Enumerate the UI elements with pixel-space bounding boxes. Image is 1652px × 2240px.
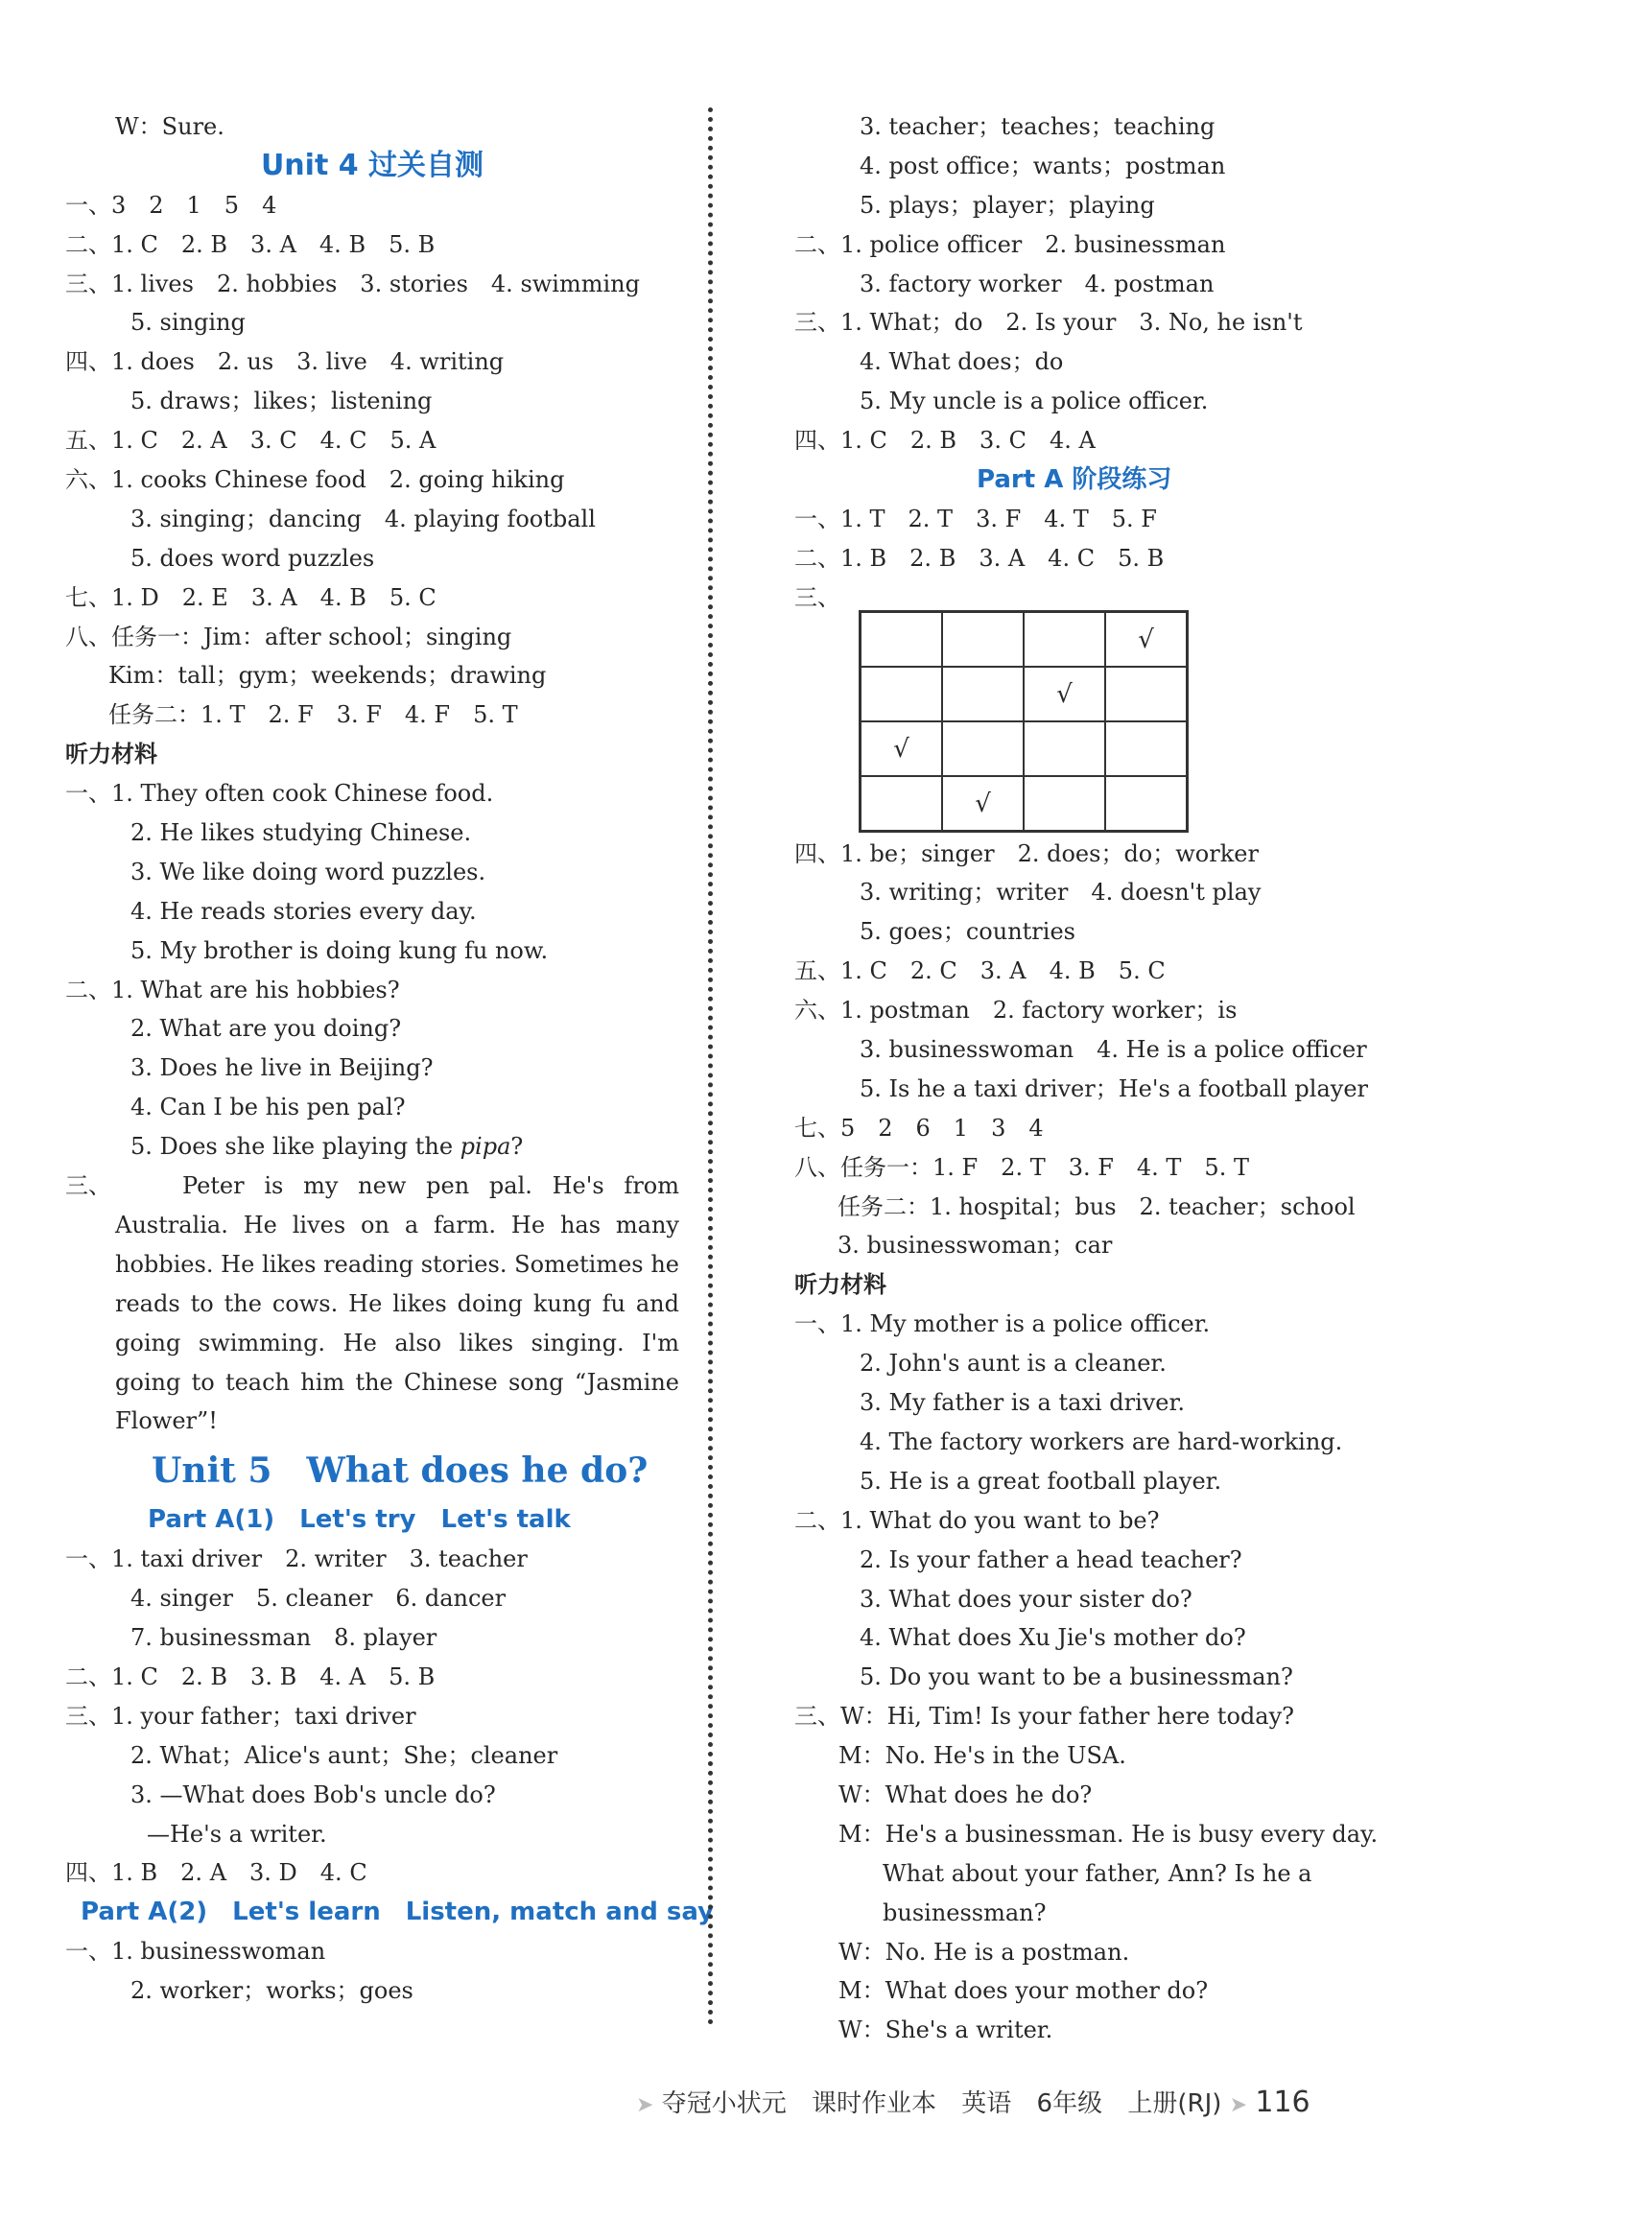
dialog-line: W：No. He is a postman.	[838, 1938, 1130, 1966]
listening-line: 2. John's aunt is a cleaner.	[860, 1350, 1167, 1378]
grid-cell	[1024, 721, 1105, 776]
grid-cell	[1105, 721, 1188, 776]
listening-line: 5. Do you want to be a businessman?	[860, 1663, 1293, 1691]
grid-row	[861, 776, 1188, 832]
dialog-line: 三、W：Hi, Tim! Is your father here today?	[794, 1703, 1294, 1731]
listening-line: 2. Is your father a head teacher?	[860, 1545, 1242, 1573]
dialog-line: M：No. He's in the USA.	[838, 1742, 1126, 1770]
answer-line: 五、1. C 2. C 3. A 4. B 5. C	[794, 957, 1166, 985]
listening-line: 3. My father is a taxi driver.	[860, 1389, 1185, 1417]
answer-line: 五、1. C 2. A 3. C 4. C 5. A	[65, 427, 437, 455]
answer-line: 3. —What does Bob's uncle do?	[130, 1780, 496, 1808]
answer-line: 七、5 2 6 1 3 4	[794, 1114, 1044, 1142]
answer-line: 3. teacher；teaches；teaching	[860, 113, 1215, 140]
check-table	[859, 610, 1189, 833]
listening-line: 4. He reads stories every day.	[130, 897, 477, 925]
grid-cell	[1024, 776, 1105, 832]
answer-line: 四、1. B 2. A 3. D 4. C	[65, 1859, 367, 1887]
passage-first-line: Peter is my new pen pal. He's from	[182, 1172, 679, 1200]
footer-brand: 夺冠小状元	[661, 2089, 787, 2118]
footer-grade: 6年级	[1036, 2089, 1103, 2118]
dialog-line: W：Sure.	[115, 113, 224, 140]
passage-block	[65, 1167, 679, 1441]
part-a2-heading: Part A(2) Let's learn Listen, match and say	[81, 1898, 715, 1927]
listening-material-label: 听力材料	[65, 741, 157, 768]
listening-line: 2. He likes studying Chinese.	[130, 819, 472, 847]
answer-line: 任务二：1. T 2. F 3. F 4. F 5. T	[108, 701, 518, 729]
dialog-line: W：She's a writer.	[838, 2016, 1053, 2044]
check-grid	[859, 610, 1189, 833]
answer-line: 5. Is he a taxi driver；He's a football player	[860, 1074, 1368, 1102]
listening-line: 5. He is a great football player.	[860, 1467, 1222, 1495]
unit4-heading: Unit 4 过关自测	[260, 148, 484, 182]
grid-cell	[942, 721, 1024, 776]
grid-cell: √	[942, 776, 1024, 832]
grid-cell	[1024, 612, 1105, 668]
part-a-stage-heading: Part A 阶段练习	[977, 465, 1172, 495]
answer-line: 三、1. your father；taxi driver	[65, 1702, 416, 1730]
left-column	[65, 107, 715, 2011]
answer-line: 5. goes；countries	[860, 918, 1075, 946]
answer-line: 7. businessman 8. player	[130, 1624, 437, 1652]
dialog-line: W：What does he do?	[838, 1780, 1093, 1808]
answer-line: 任务二：1. hospital；bus 2. teacher；school	[838, 1192, 1356, 1220]
answer-line: 3. singing；dancing 4. playing football	[130, 505, 596, 532]
answer-line: 4. What does；do	[860, 348, 1064, 376]
dialog-line: What about your father, Ann? Is he a	[883, 1859, 1312, 1887]
answer-line: 一、1. taxi driver 2. writer 3. teacher	[65, 1545, 528, 1573]
answer-line: 八、任务一：1. F 2. T 3. F 4. T 5. T	[794, 1153, 1249, 1181]
answer-line: 四、1. does 2. us 3. live 4. writing	[65, 348, 505, 376]
unit5-heading: Unit 5 What does he do?	[152, 1450, 649, 1492]
answer-line: 2. What；Alice's aunt；She；cleaner	[130, 1741, 558, 1769]
grid-cell: √	[1024, 667, 1105, 721]
grid-row	[861, 612, 1188, 668]
answer-line: 二、1. B 2. B 3. A 4. C 5. B	[794, 544, 1165, 572]
answer-line: 六、1. postman 2. factory worker；is	[794, 997, 1238, 1025]
answer-line: 三、1. lives 2. hobbies 3. stories 4. swimming	[65, 270, 640, 297]
answer-line: 4. post office；wants；postman	[860, 152, 1226, 179]
column-divider	[708, 107, 713, 2026]
listening-line: 5. My brother is doing kung fu now.	[130, 936, 549, 964]
listening-line: 4. Can I be his pen pal?	[130, 1094, 406, 1121]
answer-line: 5. singing	[130, 309, 246, 337]
grid-cell	[861, 776, 943, 832]
grid-cell: √	[861, 721, 943, 776]
listening-line: 2. What are you doing?	[130, 1015, 402, 1043]
listening-line: 二、1. What are his hobbies?	[65, 976, 400, 1003]
answer-line: 4. singer 5. cleaner 6. dancer	[130, 1585, 507, 1613]
grid-row	[861, 667, 1188, 721]
answer-line: 四、1. C 2. B 3. C 4. A	[794, 427, 1096, 455]
answer-line: 2. worker；works；goes	[130, 1977, 413, 2005]
answer-line: 八、任务一：Jim：after school；singing	[65, 623, 512, 650]
dialog-line: businessman?	[883, 1898, 1047, 1926]
answer-line: —He's a writer.	[147, 1820, 327, 1848]
listening-line: 5. Does she like playing the pipa?	[130, 1133, 524, 1161]
answer-line: 三、1. What；do 2. Is your 3. No, he isn't	[794, 309, 1303, 337]
dialog-line: M：What does your mother do?	[838, 1977, 1209, 2005]
answer-line: 六、1. cooks Chinese food 2. going hiking	[65, 466, 565, 494]
right-column	[794, 107, 1418, 2050]
answer-line: Kim：tall；gym；weekends；drawing	[108, 662, 547, 690]
answer-line: 二、1. C 2. B 3. B 4. A 5. B	[65, 1662, 436, 1690]
answer-line: 3. businesswoman 4. He is a police officer	[860, 1036, 1367, 1064]
arrow-right-icon: ➤	[636, 2093, 654, 2117]
answer-line: 3. businesswoman；car	[838, 1232, 1113, 1260]
answer-line: 一、3 2 1 5 4	[65, 191, 277, 219]
listening-line: 一、1. They often cook Chinese food.	[65, 780, 494, 808]
answer-line: 一、1. T 2. T 3. F 4. T 5. F	[794, 505, 1157, 532]
section-three-label: 三、	[65, 1172, 111, 1200]
answer-line: 二、1. police officer 2. businessman	[794, 230, 1226, 258]
grid-cell	[861, 612, 943, 668]
footer-volume: 上册(RJ)	[1127, 2089, 1222, 2118]
arrow-right-icon: ➤	[1229, 2093, 1248, 2117]
footer-book: 课时作业本	[811, 2089, 936, 2118]
grid-row	[861, 721, 1188, 776]
listening-line: 3. We like doing word puzzles.	[130, 858, 486, 885]
answer-line: 七、1. D 2. E 3. A 4. B 5. C	[65, 583, 437, 611]
listening-line: 4. What does Xu Jie's mother do?	[860, 1624, 1246, 1652]
grid-cell: √	[1105, 612, 1188, 668]
passage-text: Australia. He lives on a farm. He has many hobbies. He likes reading stories. Sometimes he reads to the cows. He likes doing kung fu and going swimming. He also likes singing. I'm going to teach him the Chinese song “Jasmine Flower”!	[115, 1211, 679, 1435]
answer-line: 3. factory worker 4. postman	[860, 270, 1215, 297]
answer-line: 三、	[794, 583, 840, 611]
listening-line: 4. The factory workers are hard-working.	[860, 1427, 1343, 1455]
footer-subject: 英语	[961, 2089, 1012, 2118]
listening-line: 一、1. My mother is a police officer.	[794, 1310, 1211, 1338]
grid-cell	[1105, 667, 1188, 721]
answer-line: 5. My uncle is a police officer.	[860, 388, 1209, 415]
page-footer	[636, 2082, 1310, 2124]
grid-cell	[942, 667, 1024, 721]
listening-line: 3. What does your sister do?	[860, 1585, 1192, 1613]
dialog-line: M：He's a businessman. He is busy every day.	[838, 1820, 1379, 1848]
answer-line: 5. plays；player；playing	[860, 191, 1155, 219]
grid-cell	[942, 612, 1024, 668]
answer-line: 二、1. C 2. B 3. A 4. B 5. B	[65, 230, 436, 258]
part-a1-heading: Part A(1) Let's try Let's talk	[148, 1505, 571, 1535]
answer-line: 5. does word puzzles	[130, 544, 375, 572]
grid-cell	[1105, 776, 1188, 832]
page-number: 116	[1255, 2086, 1310, 2119]
answer-line: 四、1. be；singer 2. does；do；worker	[794, 839, 1259, 867]
answer-line: 5. draws；likes；listening	[130, 388, 433, 415]
answer-line: 一、1. businesswoman	[65, 1938, 326, 1966]
grid-cell	[861, 667, 943, 721]
listening-material-label: 听力材料	[794, 1271, 886, 1299]
listening-line: 3. Does he live in Beijing?	[130, 1054, 434, 1082]
listening-line: 二、1. What do you want to be?	[794, 1506, 1160, 1534]
answer-line: 3. writing；writer 4. doesn't play	[860, 879, 1262, 907]
